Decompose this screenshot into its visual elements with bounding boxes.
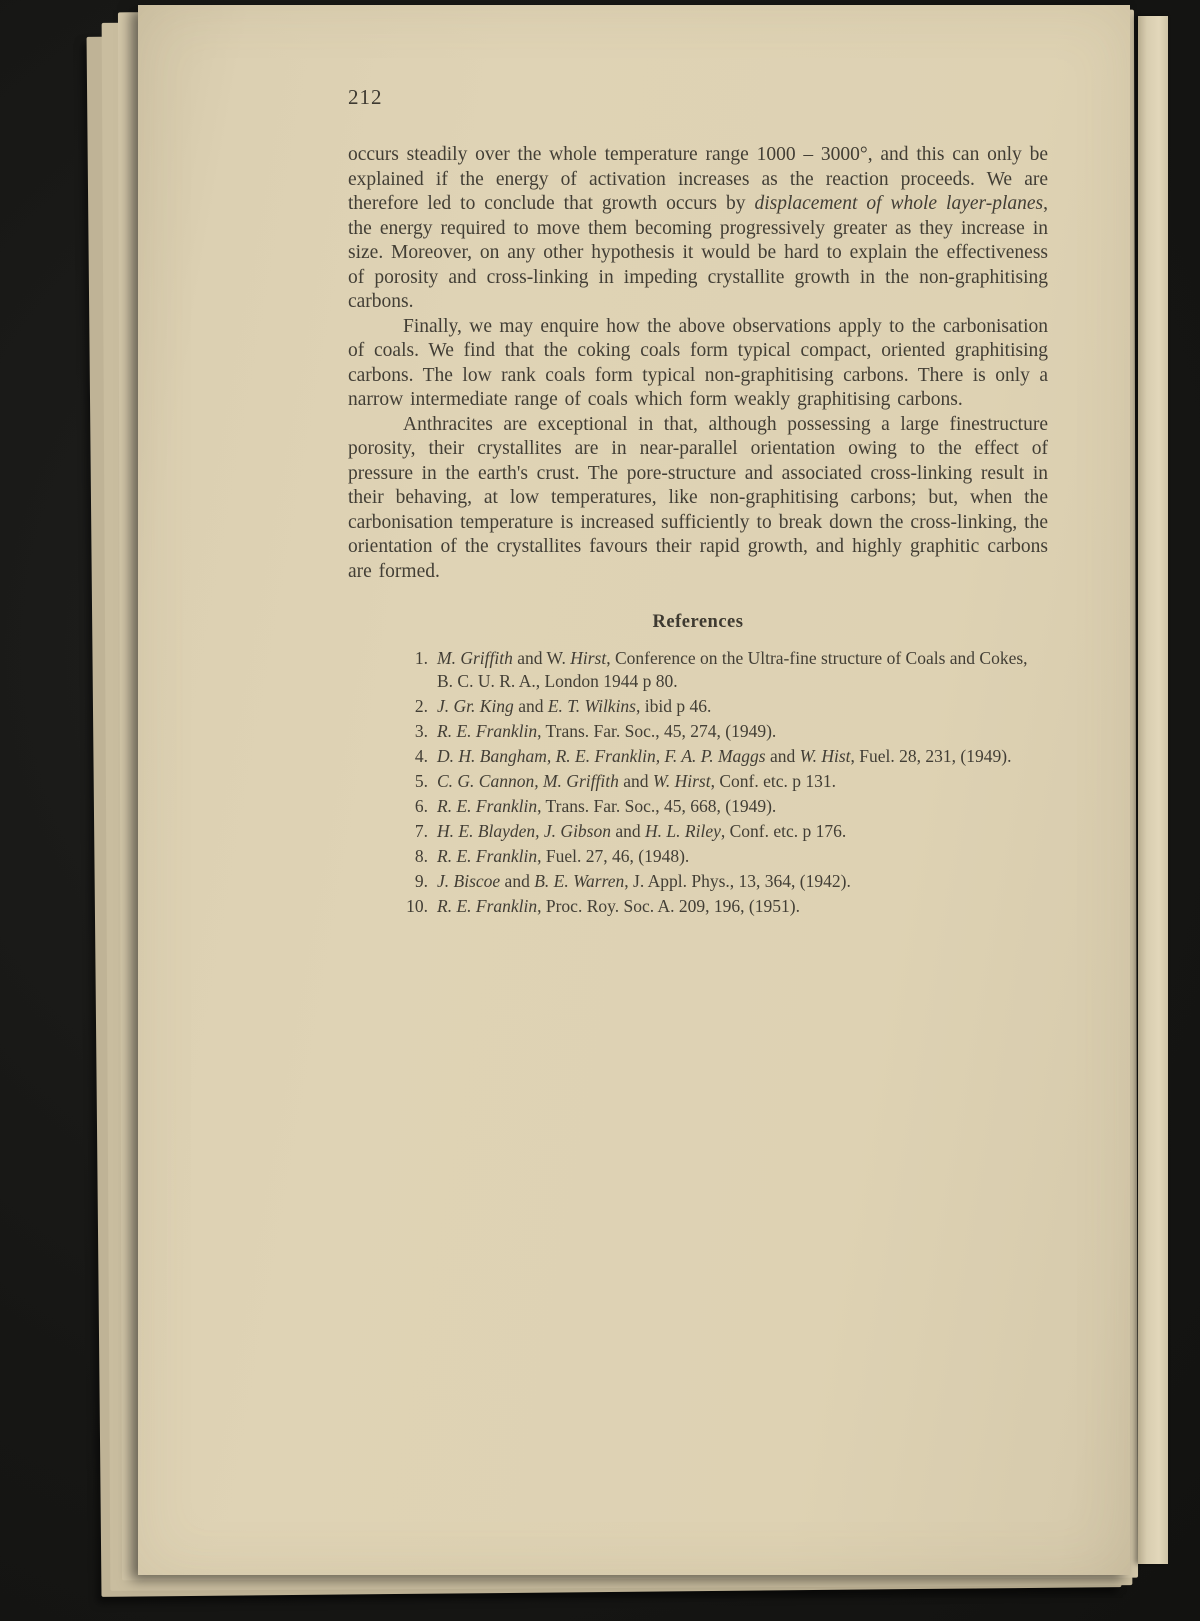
reference-text: C. G. Cannon, M. Griffith and W. Hirst, Conf. etc. p 131. [437,771,836,791]
reference-number: 1. [414,648,428,668]
reference-item [398,845,1046,868]
reference-text: J. Gr. King and E. T. Wilkins, ibid p 46. [437,696,712,716]
reference-text: D. H. Bangham, R. E. Franklin, F. A. P. Maggs and W. Hist, Fuel. 28, 231, (1949). [437,746,1012,766]
references-list [398,647,1046,918]
reference-number: 5. [414,771,428,791]
reference-item [398,795,1046,818]
reference-item [398,647,1046,693]
reference-number: 2. [414,696,428,716]
reference-item [398,720,1046,743]
paragraph-2: Finally, we may enquire how the above observations apply to the carbonisation of coals. We find that the coking coals form typical compact, oriented graphitising carbons. The low rank coals form typical non-graphitising carbons. There is only a narrow intermediate range of coals which form weakly graphitising carbons. [348,315,1048,410]
reference-text: M. Griffith and W. Hirst, Conference on the Ultra-fine structure of Coals and Cokes, B. C. U. R. A., London 1944 p 80. [437,648,1028,691]
reference-item [398,895,1046,918]
reference-number: 8. [414,846,428,866]
reference-text: R. E. Franklin, Fuel. 27, 46, (1948). [437,846,690,866]
reference-item [398,870,1046,893]
reference-number: 3. [414,721,428,741]
reference-item [398,770,1046,793]
page-number: 212 [348,85,383,109]
reference-text: R. E. Franklin, Trans. Far. Soc., 45, 274, (1949). [437,721,777,741]
references-heading: References [652,612,744,632]
reference-item [398,820,1046,843]
reference-number: 9. [414,871,428,891]
reference-item [398,695,1046,718]
reference-text: R. E. Franklin, Trans. Far. Soc., 45, 668, (1949). [437,796,777,816]
reference-number: 6. [414,796,428,816]
reference-item [398,745,1046,768]
book-page [138,5,1130,1575]
reference-number: 4. [414,746,428,766]
reference-text: J. Biscoe and B. E. Warren, J. Appl. Phys., 13, 364, (1942). [437,871,851,891]
body-text [348,143,1048,920]
paragraph-1: occurs steadily over the whole temperature range 1000 – 3000°, and this can only be explained if the energy of activation increases as the reaction proceeds. We are therefore led to conclude that growth occurs by displacement of whole layer-planes, the energy required to move them becoming progressively greater as they increase in size. Moreover, on any other hypothesis it would be hard to explain the effectiveness of porosity and cross-linking in impeding crystallite growth in the non-graphitising carbons. [348,144,1049,312]
reference-text: R. E. Franklin, Proc. Roy. Soc. A. 209, 196, (1951). [437,896,800,916]
reference-number: 10. [406,896,428,916]
adjacent-page-edge [1138,16,1168,1564]
paragraph-3: Anthracites are exceptional in that, although possessing a large finestructure porosity, their crystallites are in near-parallel orientation owing to the effect of pressure in the earth's crust. The pore-structure and associated cross-linking result in their behaving, at low temperatures, like non-graphitising carbons; but, when the carbonisation temperature is increased sufficiently to break down the cross-linking, the orientation of the crystallites favours their rapid growth, and highly graphitic carbons are formed. [348,413,1048,582]
reference-text: H. E. Blayden, J. Gibson and H. L. Riley, Conf. etc. p 176. [437,821,847,841]
reference-number: 7. [414,821,428,841]
